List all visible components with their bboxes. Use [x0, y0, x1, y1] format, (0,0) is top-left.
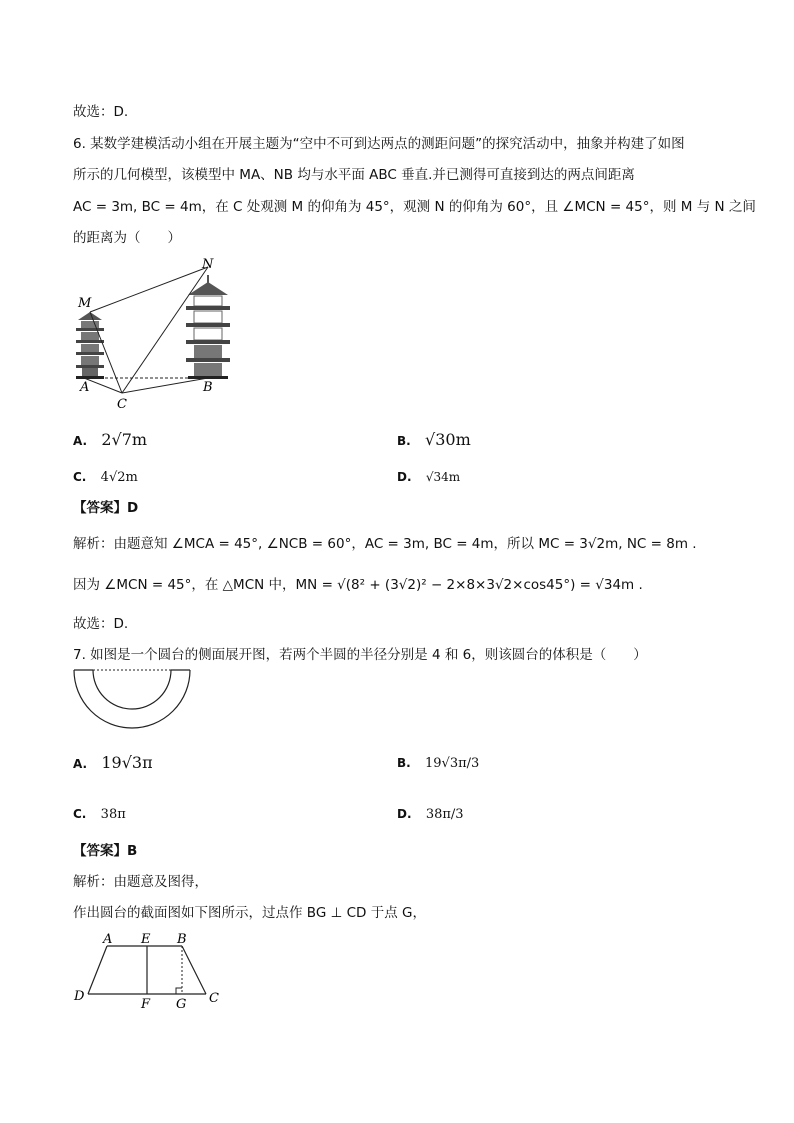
q7-unfolded-surface-figure	[70, 667, 195, 732]
q7-option-c[interactable]	[73, 803, 126, 826]
q7-analysis-line-2: 作出圆台的截面图如下图所示，过点作 BG ⊥ CD 于点 G，	[73, 905, 426, 921]
option-text: √30m	[425, 430, 471, 449]
point-label-f: F	[141, 997, 151, 1010]
q6-option-c[interactable]	[73, 466, 138, 489]
q6-option-a[interactable]	[73, 429, 147, 452]
option-text: 19√3π	[101, 753, 153, 772]
point-label-a: A	[103, 932, 113, 947]
q6-pagoda-figure	[70, 255, 240, 415]
q7-option-b[interactable]	[397, 752, 479, 775]
option-text: 4√2m	[100, 470, 138, 485]
pagoda-small-icon	[76, 312, 104, 379]
q6-stem-line-3: AC = 3m, BC = 4m，在 C 处观测 M 的仰角为 45°，观测 N 的仰角为 60°，且 ∠MCN = 45°，则 M 与 N 之间	[73, 199, 756, 215]
option-label: A.	[73, 757, 88, 771]
point-label-b: B	[177, 932, 187, 947]
option-text: 38π	[100, 807, 126, 822]
option-label: C.	[73, 807, 87, 821]
option-text: √34m	[425, 470, 461, 484]
q6-analysis-line-1: 解析：由题意知 ∠MCA = 45°, ∠NCB = 60°，AC = 3m, BC = 4m，所以 MC = 3√2m, NC = 8m .	[73, 536, 697, 552]
point-label-m: M	[78, 296, 92, 311]
point-label-g: G	[176, 997, 187, 1010]
q6-stem-line-1: 6. 某数学建模活动小组在开展主题为“空中不可到达两点的测距问题”的探究活动中，抽象并构建了如图	[73, 136, 685, 152]
option-text: 19√3π/3	[425, 756, 480, 771]
option-label: B.	[397, 756, 411, 770]
point-label-d: D	[74, 989, 85, 1004]
q7-option-a[interactable]	[73, 752, 153, 775]
point-label-c: C	[117, 397, 127, 412]
point-label-n: N	[202, 257, 214, 272]
option-label: A.	[73, 434, 88, 448]
q6-stem-line-2: 所示的几何模型，该模型中 MA、NB 均与水平面 ABC 垂直.并已测得可直接到达的两点间距离	[73, 167, 635, 183]
option-label: D.	[397, 807, 412, 821]
option-text: 2√7m	[101, 430, 148, 449]
q6-stem-line-4: 的距离为（ ）	[73, 230, 181, 246]
option-label: C.	[73, 470, 87, 484]
q6-option-d[interactable]	[397, 466, 460, 488]
point-label-e: E	[141, 932, 151, 947]
option-label: D.	[397, 470, 412, 484]
q6-option-b[interactable]	[397, 429, 471, 452]
q5-choose-text: 故选：D.	[73, 104, 129, 120]
point-label-b: B	[203, 380, 213, 395]
option-text: 38π/3	[425, 807, 464, 822]
q7-answer: 【答案】B	[73, 843, 138, 859]
option-label: B.	[397, 434, 411, 448]
q7-option-d[interactable]	[397, 803, 464, 826]
q6-choose-text: 故选：D.	[73, 616, 129, 632]
q7-analysis-line-1: 解析：由题意及图得，	[73, 874, 208, 890]
pagoda-large-icon	[186, 275, 230, 379]
q6-answer: 【答案】D	[73, 500, 139, 516]
q7-stem-line-1: 7. 如图是一个圆台的侧面展开图，若两个半圆的半径分别是 4 和 6，则该圆台的体积是（ ）	[73, 647, 647, 663]
q7-trapezoid-figure	[70, 928, 230, 1010]
point-label-c: C	[209, 991, 219, 1006]
point-label-a: A	[80, 380, 90, 395]
q6-analysis-line-2: 因为 ∠MCN = 45°，在 △MCN 中，MN = √(8² + (3√2)² − 2×8×3√2×cos45°) = √34m .	[73, 577, 643, 593]
